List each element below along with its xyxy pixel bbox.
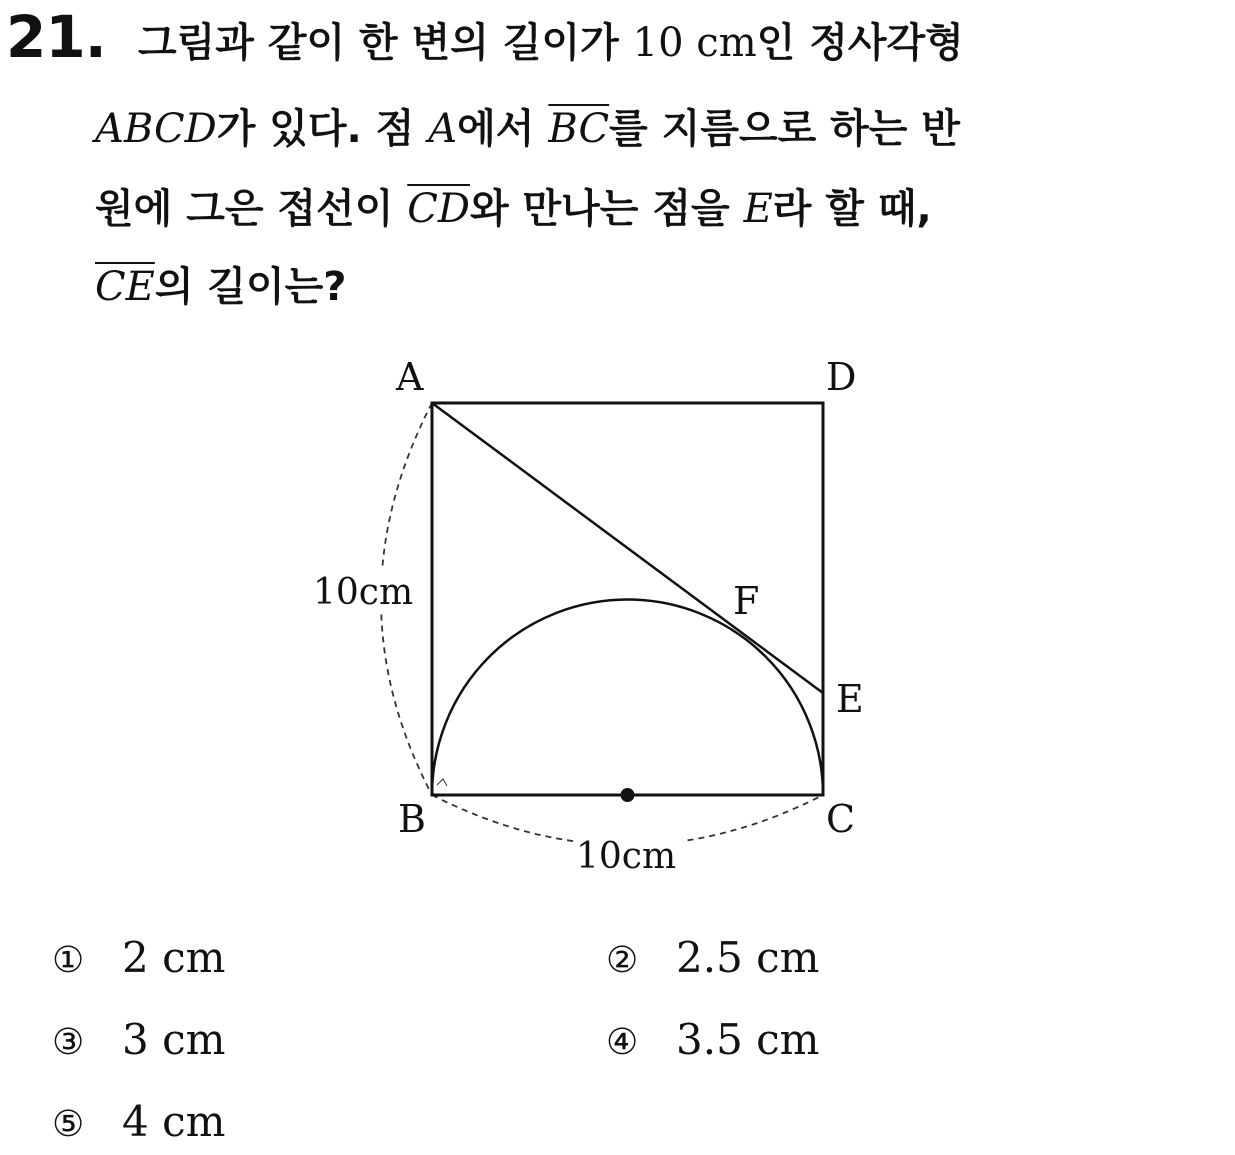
point-e: E <box>743 186 773 232</box>
choice-mark: ⑤ <box>52 1104 85 1145</box>
question-text: 와 만나는 점을 <box>469 186 744 232</box>
question-text: 에서 <box>457 106 549 152</box>
square-name: ABCD <box>95 106 217 152</box>
choice-value: 4 cm <box>122 1097 226 1146</box>
choice-4[interactable] <box>606 1010 820 1070</box>
b-tick-mark <box>437 779 447 786</box>
question-text: 인 정사각형 <box>756 20 964 66</box>
question-text: 의 길이는? <box>154 264 347 310</box>
label-e: E <box>836 677 864 721</box>
choice-value: 2.5 cm <box>676 933 820 982</box>
choice-mark: ④ <box>606 1022 639 1063</box>
choice-3[interactable] <box>52 1010 225 1070</box>
choice-5[interactable] <box>52 1092 225 1152</box>
question-text: 그림과 같이 한 변의 길이가 <box>138 20 633 66</box>
center-point <box>621 788 635 802</box>
choice-value: 3.5 cm <box>676 1015 820 1064</box>
side-length-label: 10cm <box>313 572 414 613</box>
choice-mark: ② <box>606 940 639 981</box>
segment-cd: $\overline{CD}$ <box>407 186 470 232</box>
label-f: F <box>733 579 760 623</box>
point-a: A <box>428 106 458 152</box>
choice-value: 2 cm <box>122 933 226 982</box>
label-c: C <box>826 797 856 841</box>
question-text: 가 있다. 점 <box>216 106 429 152</box>
question-text: 라 할 때, <box>772 186 932 232</box>
choice-1[interactable] <box>52 928 225 988</box>
choice-mark: ③ <box>52 1022 85 1063</box>
label-b: B <box>398 797 426 841</box>
bottom-length-label: 10cm <box>576 836 677 877</box>
segment-bc: $\overline{BC}$ <box>548 106 610 152</box>
question-text: 원에 그은 접선이 <box>95 186 408 232</box>
label-a: A <box>396 355 424 399</box>
tangent-line-ae <box>432 403 823 693</box>
question-text: 를 지름으로 하는 반 <box>609 106 961 152</box>
side-length-value: 10 cm <box>632 20 757 66</box>
choice-2[interactable] <box>606 928 820 988</box>
question-number: 21. <box>6 3 106 71</box>
segment-ce: $\overline{CE}$ <box>95 264 155 310</box>
label-d: D <box>826 355 857 399</box>
choice-mark: ① <box>52 940 85 981</box>
semicircle <box>432 599 823 795</box>
choice-value: 3 cm <box>122 1015 226 1064</box>
